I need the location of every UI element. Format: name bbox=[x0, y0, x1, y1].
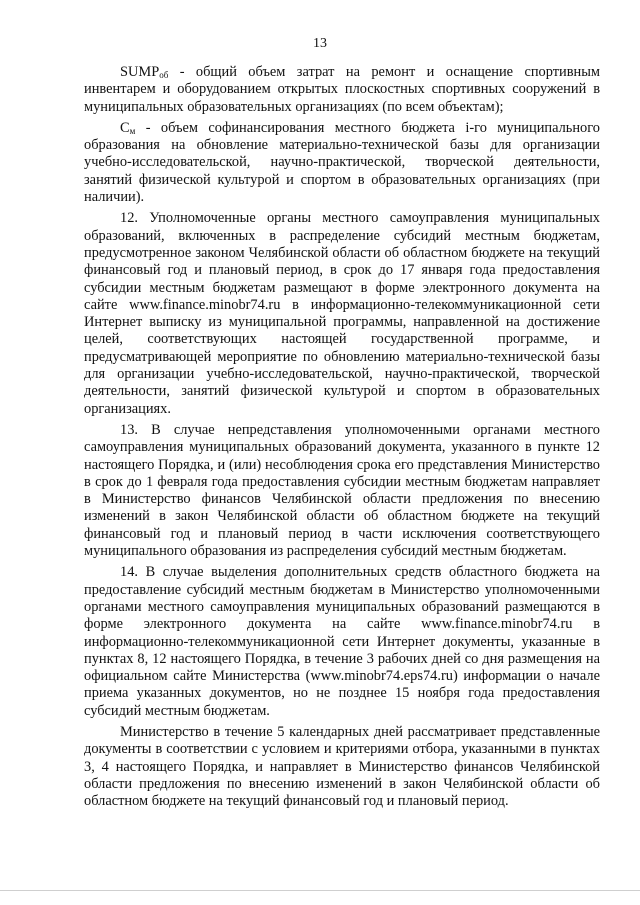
cm-definition-text: - объем софинансирования местного бюджета i-го муниципального образования на обновление материально-технической базы для организации учебно-исследовательской, научно-практической, творческой деятельности, занятий физической культурой и спортом в образовательных организациях (при наличии). bbox=[84, 119, 600, 206]
paragraph-clause-13: 13. В случае непредставления уполномоченными органами местного самоуправления муниципальных образований документа, указанного в пункте 12 настоящего Порядка, и (или) несоблюдения срока его представления Министерство в срок до 1 февраля года предоставления субсидии местным бюджетам направляет в Министерство финансов Челябинской области предложения по внесению изменений в закон Челябинской области об областном бюджете на текущий финансовый год и плановый период в части исключения соответствующего муниципального образования из распределения субсидий местным бюджетам. bbox=[84, 421, 600, 560]
paragraph-ministry-review: Министерство в течение 5 календарных дней рассматривает представленные документы в соответствии с условием и критериями отбора, указанными в пунктах 3, 4 настоящего Порядка, и направляет в Министерство финансов Челябинской области предложения по внесению изменений в закон Челябинской области об областном бюджете на текущий финансовый год и плановый период. bbox=[84, 723, 600, 810]
paragraph-sump-definition bbox=[84, 64, 600, 116]
sump-term-subscript: об bbox=[159, 70, 169, 80]
sump-term: SUMP bbox=[120, 64, 160, 80]
paragraph-clause-12: 12. Уполномоченные органы местного самоуправления муниципальных образований, включенных в распределение субсидий местным бюджетам, предусмотренное законом Челябинской области об областном бюджете на текущий финансовый год и плановый период, в срок до 17 января года предоставления субсидии местным бюджетам размещают в форме электронного документа на сайте www.finance.minobr74.ru в информационно-телекоммуникационной сети Интернет выписку из муниципальной программы, направленной на достижение целей, соответствующих настоящей государственной программе, и предусматривающей мероприятие по обновлению материально-технической базы для организации учебно-исследовательской, научно-практической, творческой деятельности, занятий физической культурой и спортом в образовательных организациях. bbox=[84, 210, 600, 417]
page-number: 13 bbox=[313, 36, 327, 51]
paragraph-cm-definition bbox=[84, 120, 600, 206]
document-body bbox=[84, 64, 600, 814]
cm-term: С bbox=[120, 119, 130, 136]
page-bottom-edge bbox=[0, 890, 640, 891]
sump-definition-text: - общий объем затрат на ремонт и оснащение спортивным инвентарем и оборудованием открытых плоскостных спортивных сооружений в муниципальных образовательных организациях (по всем объектам); bbox=[84, 64, 600, 115]
paragraph-clause-14: 14. В случае выделения дополнительных средств областного бюджета на предоставление субсидий местным бюджетам в Министерство уполномоченными органами местного самоуправления муниципальных образований размещаются в форме электронного документа на сайте www.finance.minobr74.ru в информационно-телекоммуникационной сети Интернет документы, указанные в пунктах 8, 12 настоящего Порядка, в течение 3 рабочих дней со дня размещения на официальном сайте Министерства (www.minobr74.eps74.ru) информации о начале приема указанных документов, но не позднее 15 ноября года предоставления субсидий местным бюджетам. bbox=[84, 564, 600, 719]
cm-term-subscript: м bbox=[129, 125, 136, 136]
